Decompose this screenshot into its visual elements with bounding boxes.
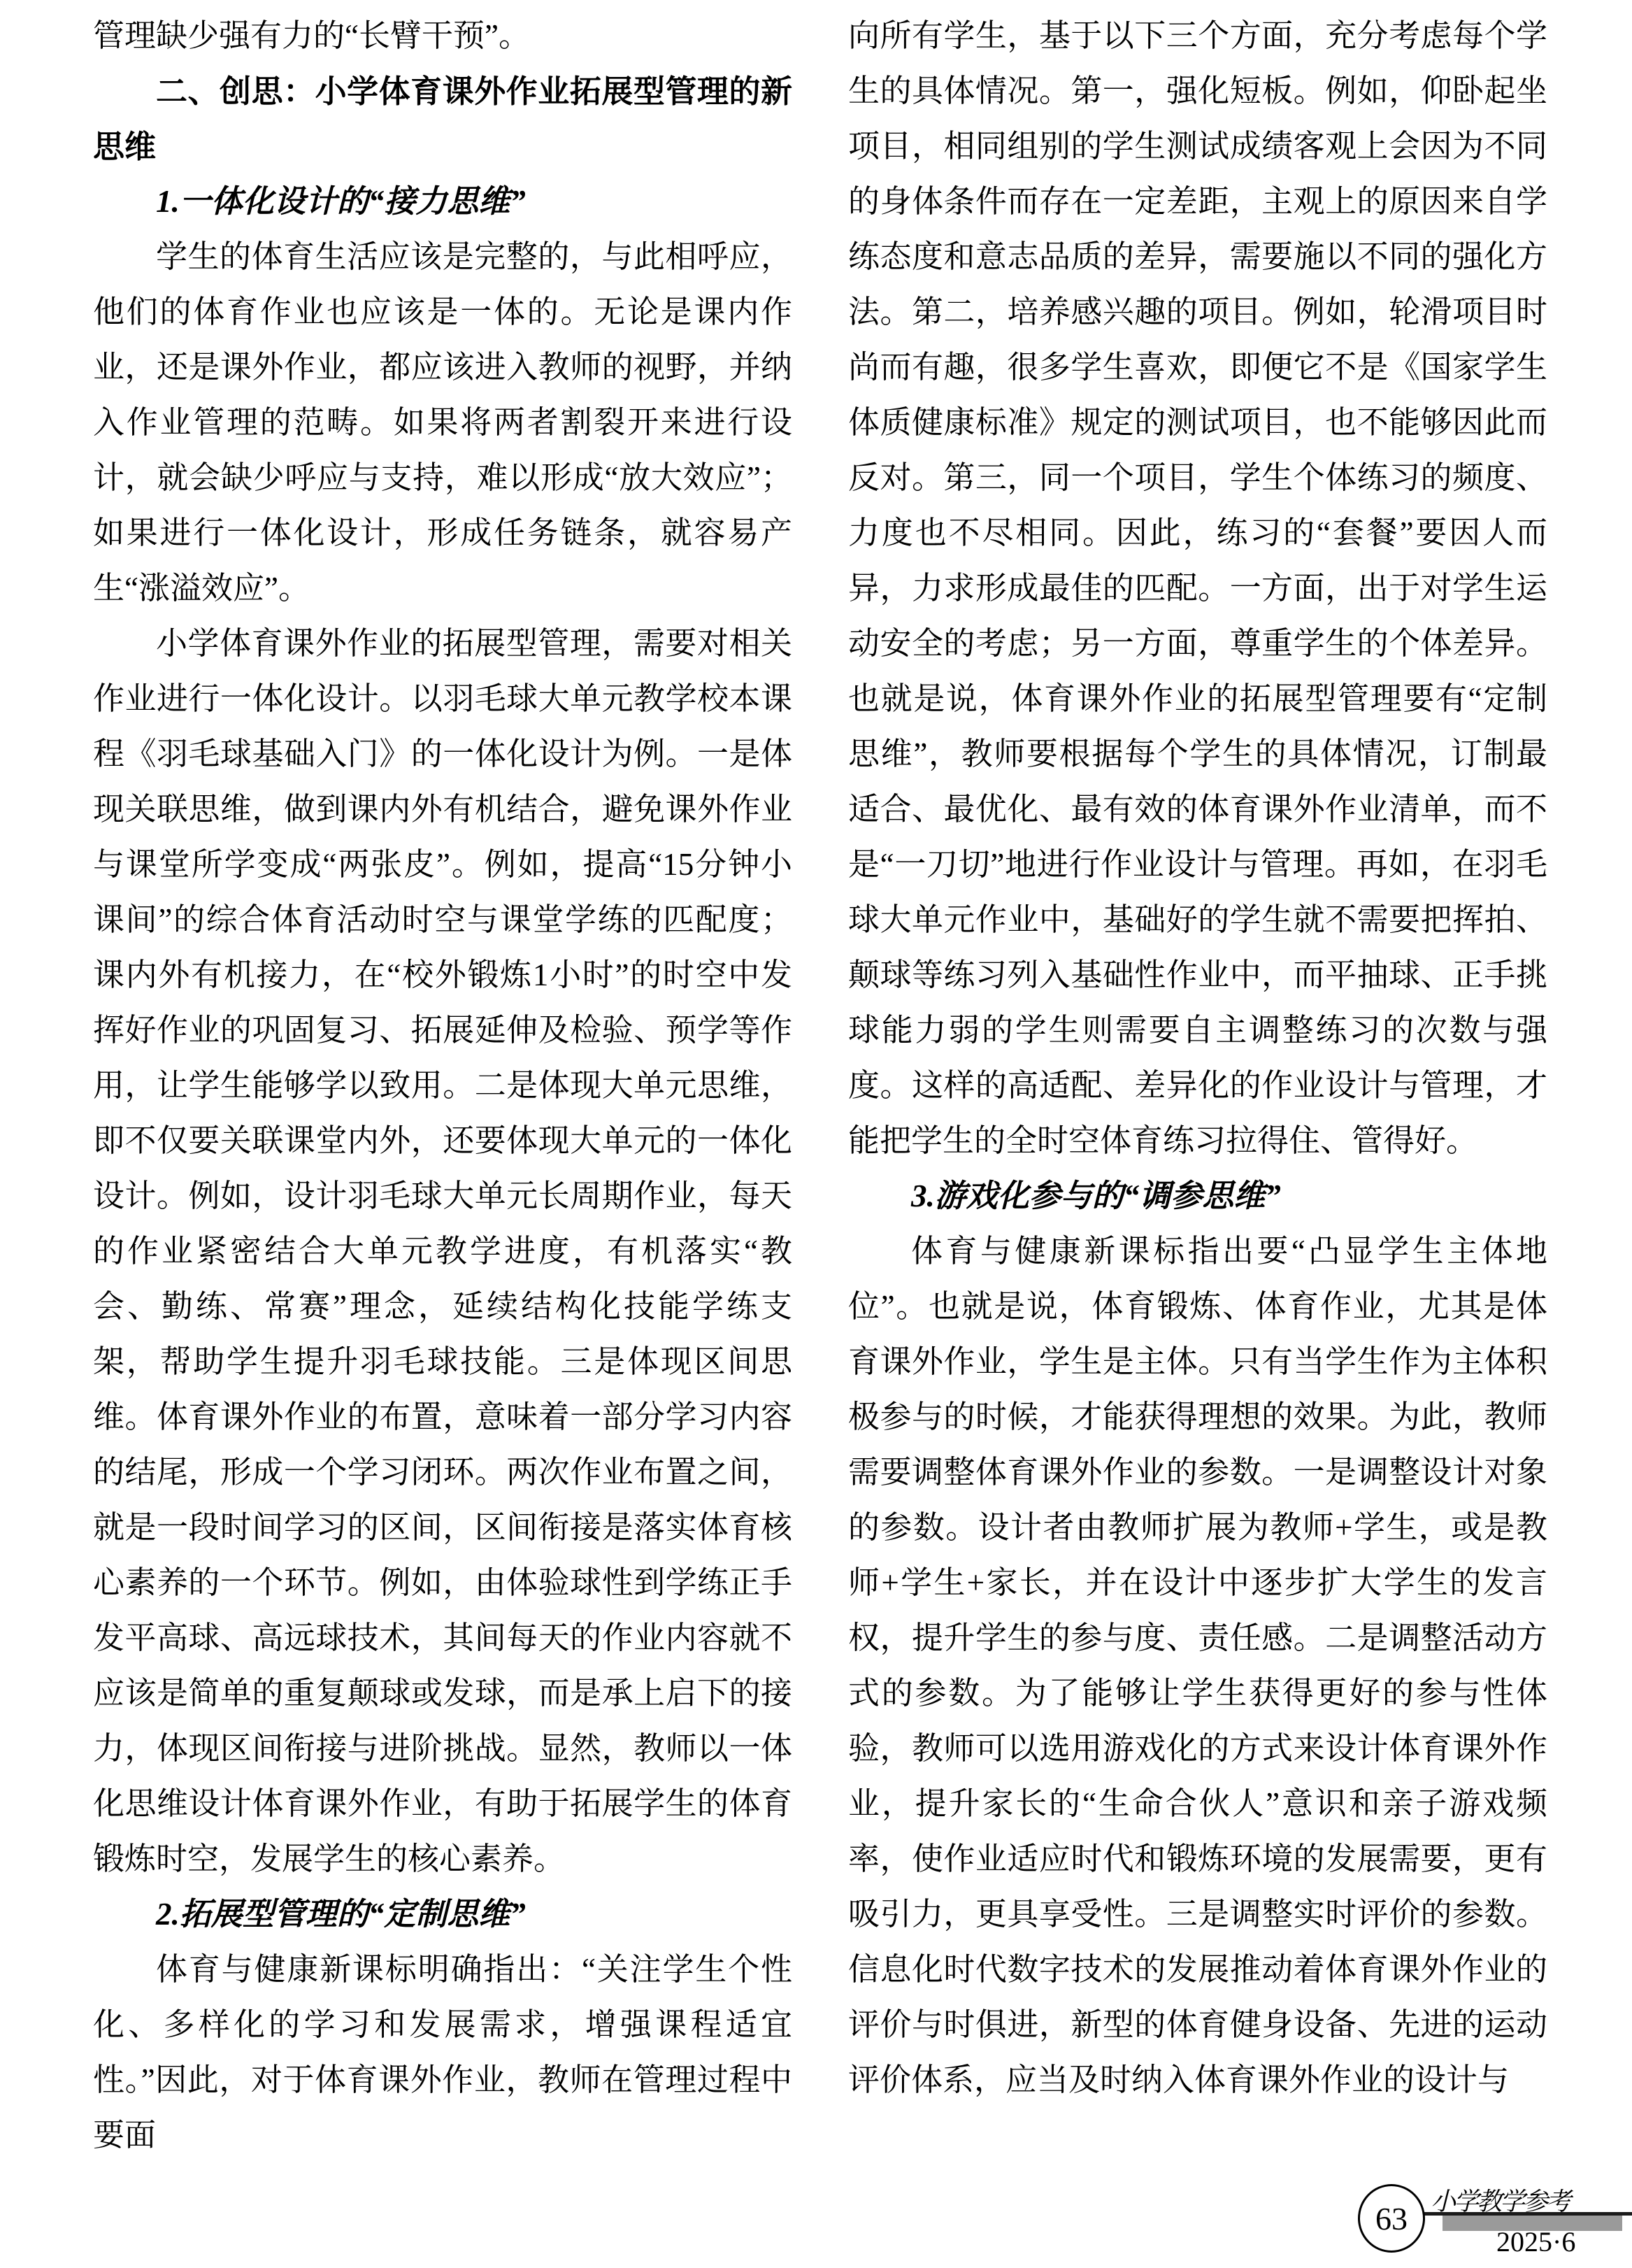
sub-heading: 3.游戏化参与的“调参思维” (911, 1178, 1281, 1213)
sub-heading: 2.拓展型管理的“定制思维” (156, 1897, 526, 1932)
paragraph: 学生的体育生活应该是完整的，与此相呼应，他们的体育作业也应该是一体的。无论是课内作业，还是课外作业，都应该进入教师的视野，并纳入作业管理的范畴。如果将两者割裂开来进行设计，就会缺少呼应与支持，难以形成“放大效应”；如果进行一体化设计，形成任务链条，就容易产生“涨溢效应”。 (93, 239, 792, 606)
paragraph-continuation: 管理缺少强有力的“长臂干预”。 (93, 18, 530, 53)
sub-heading: 1.一体化设计的“接力思维” (156, 184, 526, 219)
issue-number: 2025·6 (1496, 2226, 1576, 2258)
paragraph: 小学体育课外作业的拓展型管理，需要对相关作业进行一体化设计。以羽毛球大单元教学校本课程《羽毛球基础入门》的一体化设计为例。一是体现关联思维，做到课内外有机结合，避免课外作业与课堂所学变成“两张皮”。例如，提高“15分钟小课间”的综合体育活动时空与课堂学练的匹配度；课内外有机接力，在“校外锻炼1小时”的时空中发挥好作业的巩固复习、拓展延伸及检验、预学等作用，让学生能够学以致用。二是体现大单元思维，即不仅要关联课堂内外，还要体现大单元的一体化设计。例如，设计羽毛球大单元长周期作业，每天的作业紧密结合大单元教学进度，有机落实“教会、勤练、常赛”理念，延续结构化技能学练支架，帮助学生提升羽毛球技能。三是体现区间思维。体育课外作业的布置，意味着一部分学习内容的结尾，形成一个学习闭环。两次作业布置之间，就是一段时间学习的区间，区间衔接是落实体育核心素养的一个环节。例如，由体验球性到学练正手发平高球、高远球技术，其间每天的作业内容就不应该是简单的重复颠球或发球，而是承上启下的接力，体现区间衔接与进阶挑战。显然，教师以一体化思维设计体育课外作业，有助于拓展学生的体育锻炼时空，发展学生的核心素养。 (93, 626, 792, 1876)
page-number-badge (1358, 2184, 1425, 2253)
left-column (93, 8, 792, 2163)
paragraph: 体育与健康新课标指出要“凸显学生主体地位”。也就是说，体育锻炼、体育作业，尤其是体育课外作业，学生是主体。只有当学生作为主体积极参与的时候，才能获得理想的效果。为此，教师需要调整体育课外作业的参数。一是调整设计对象的参数。设计者由教师扩展为教师+学生，或是教师+学生+家长，并在设计中逐步扩大学生的发言权，提升学生的参与度、责任感。二是调整活动方式的参数。为了能够让学生获得更好的参与性体验，教师可以选用游戏化的方式来设计体育课外作业，提升家长的“生命合伙人”意识和亲子游戏频率，使作业适应时代和锻炼环境的发展需要，更有吸引力，更具享受性。三是调整实时评价的参数。信息化时代数字技术的发展推动着体育课外作业的评价与时俱进，新型的体育健身设备、先进的运动评价体系，应当及时纳入体育课外作业的设计与 (848, 1234, 1547, 2097)
right-column (848, 8, 1547, 2108)
paragraph: 体育与健康新课标明确指出：“关注学生个性化、多样化的学习和发展需求，增强课程适宜性。”因此，对于体育课外作业，教师在管理过程中要面 (93, 1952, 792, 2153)
paragraph-continuation: 向所有学生，基于以下三个方面，充分考虑每个学生的具体情况。第一，强化短板。例如，仰卧起坐项目，相同组别的学生测试成绩客观上会因为不同的身体条件而存在一定差距，主观上的原因来自学练态度和意志品质的差异，需要施以不同的强化方法。第二，培养感兴趣的项目。例如，轮滑项目时尚而有趣，很多学生喜欢，即便它不是《国家学生体质健康标准》规定的测试项目，也不能够因此而反对。第三，同一个项目，学生个体练习的频度、力度也不尽相同。因此，练习的“套餐”要因人而异，力求形成最佳的匹配。一方面，出于对学生运动安全的考虑；另一方面，尊重学生的个体差异。也就是说，体育课外作业的拓展型管理要有“定制思维”，教师要根据每个学生的具体情况，订制最适合、最优化、最有效的体育课外作业清单，而不是“一刀切”地进行作业设计与管理。再如，在羽毛球大单元作业中，基础好的学生就不需要把挥拍、颠球等练习列入基础性作业中，而平抽球、正手挑球能力弱的学生则需要自主调整练习的次数与强度。这样的高适配、差异化的作业设计与管理，才能把学生的全时空体育练习拉得住、管得好。 (848, 18, 1547, 1158)
section-heading: 二、创思：小学体育课外作业拓展型管理的新思维 (93, 73, 792, 164)
journal-name: 小学教学参考 (1431, 2188, 1570, 2216)
page-number: 63 (1375, 2200, 1408, 2237)
